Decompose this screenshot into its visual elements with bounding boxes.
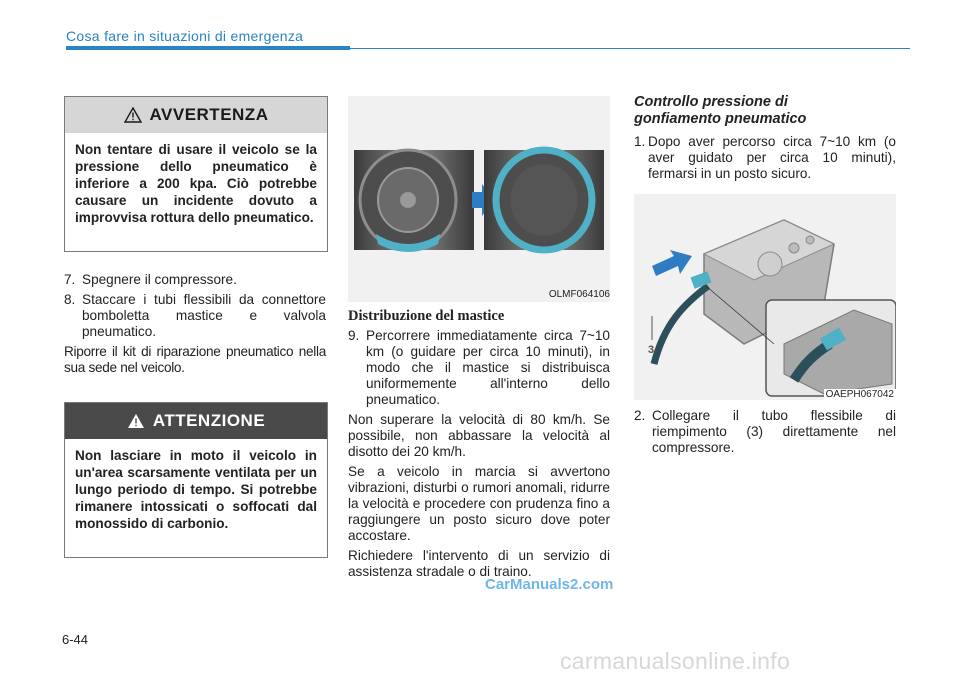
step-number: 2. <box>634 408 646 423</box>
step-number: 9. <box>348 328 360 343</box>
warning-box-text: Non tentare di usare il veicolo se la pressione dello pneumatico è inferiore a 200 kpa. Ciò potrebbe causare un incidente dovuto a improvvisa rottura dello pneumatico. <box>75 142 317 225</box>
step-text: Percorrere immediatamente circa 7~10 km (o guidare per circa 10 minuti), in modo che il mastice si distribuisca uniformemente all'interno dello pneumatico. <box>366 328 610 407</box>
left-steps <box>64 272 326 376</box>
left-paragraph: Riporre il kit di riparazione pneumatico nella sua sede nel veicolo. <box>64 344 326 375</box>
distribution-title: Distribuzione del mastice <box>348 308 505 324</box>
step-8 <box>64 292 326 340</box>
step-text: Dopo aver percorso circa 7~10 km (o aver guidato per circa 10 minuti), fermarsi in un posto sicuro. <box>648 134 896 181</box>
compressor-figure <box>634 194 896 400</box>
step-number: 7. <box>64 272 76 287</box>
section-header-title: Cosa fare in situazioni di emergenza <box>66 28 304 44</box>
carmanuals-watermark: CarManuals2.com <box>485 576 614 593</box>
warning-box-title: AVVERTENZA <box>149 105 269 124</box>
pressure-step-1 <box>634 134 896 182</box>
step-text: Staccare i tubi flessibili da connettore bomboletta mastice e valvola pneumatico. <box>82 292 326 339</box>
caution-box-header <box>65 403 327 439</box>
figure-caption: OLMF064106 <box>548 289 610 300</box>
header-rule-thin <box>350 48 910 49</box>
hose-callout-number: 3 <box>648 344 655 356</box>
caution-box <box>64 402 328 558</box>
page-number: 6-44 <box>62 632 89 647</box>
distribution-content <box>348 328 610 580</box>
compressor-illustration <box>634 194 896 400</box>
caution-box-title: ATTENZIONE <box>152 411 266 430</box>
warning-triangle-icon <box>124 107 142 123</box>
step-number: 8. <box>64 292 76 307</box>
step-text: Spegnere il compressore. <box>82 272 237 287</box>
step-7 <box>64 272 326 288</box>
step-text: Collegare il tubo flessibile di riempimento (3) direttamente nel compressore. <box>652 408 896 455</box>
warning-box <box>64 96 328 252</box>
vibration-paragraph: Se a veicolo in marcia si avvertono vibrazioni, disturbi o rumori anomali, ridurre la velocità e procedere con prudenza fino a raggiungere un posto sicuro dove poter accostare. <box>348 464 610 543</box>
step-9 <box>348 328 610 408</box>
pressure-step-2 <box>634 408 896 456</box>
caution-box-text: Non lasciare in moto il veicolo in un'area scarsamente ventilata per un lungo periodo di tempo. Si potrebbe rimanere intossicati o soffocati dal monossido di carbonio. <box>75 448 317 531</box>
step-number: 1. <box>634 134 646 149</box>
assistance-paragraph: Richiedere l'intervento di un servizio di assistenza stradale o di traino. <box>348 548 610 579</box>
carmanualsonline-watermark: carmanualsonline.info <box>560 648 791 674</box>
header-rule-thick <box>66 46 350 50</box>
speed-paragraph: Non superare la velocità di 80 km/h. Se possibile, non abbassare la velocità al disotto dei 20 km/h. <box>348 412 610 459</box>
pressure-title: Controllo pressione di gonfiamento pneumatico <box>634 94 807 127</box>
tire-illustration <box>348 96 610 302</box>
warning-triangle-icon <box>127 413 145 429</box>
tire-sealant-figure <box>348 96 610 302</box>
figure-caption: OAEPH067042 <box>825 389 894 400</box>
warning-box-header <box>65 97 327 133</box>
